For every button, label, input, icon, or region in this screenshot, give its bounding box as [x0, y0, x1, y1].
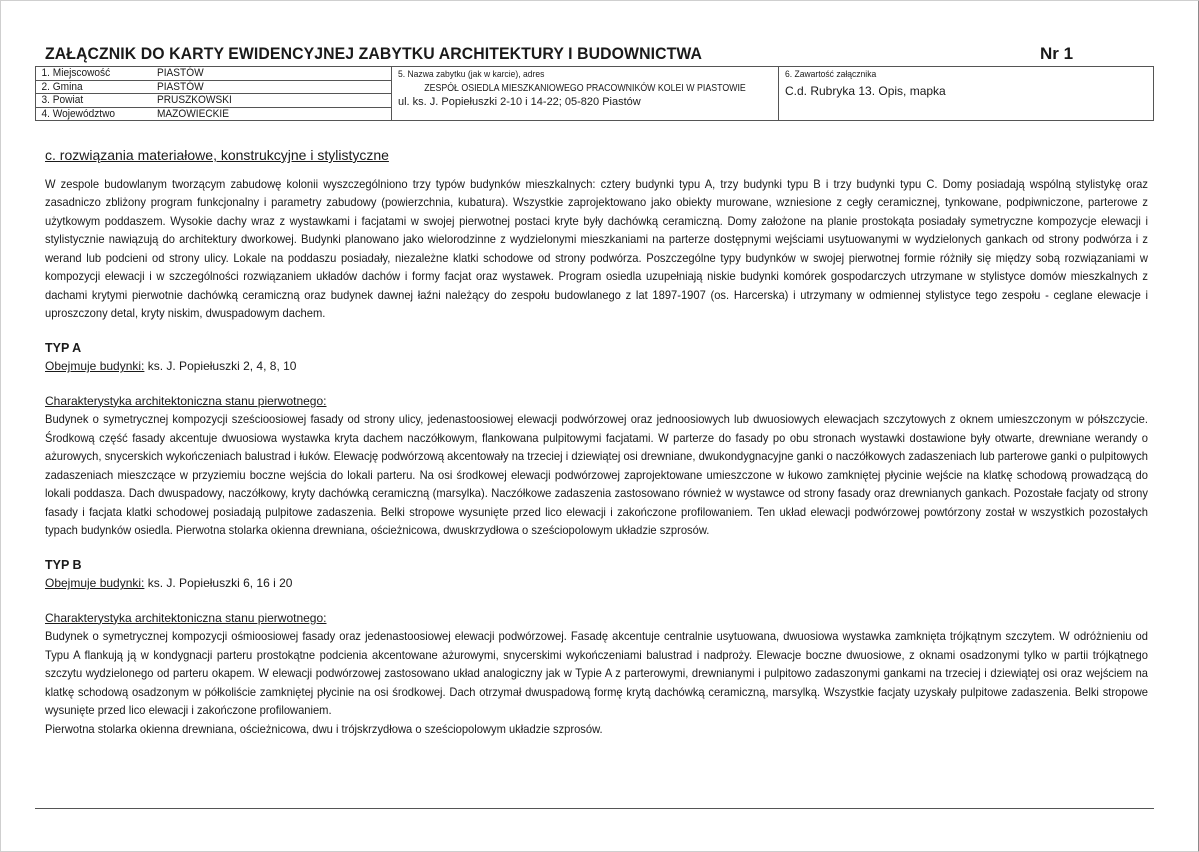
- type-b-char-label: Charakterystyka architektoniczna stanu pierwotnego:: [45, 610, 327, 625]
- intro-paragraph: W zespole budowlanym tworzącym zabudowę kolonii wyszczególniono trzy typów budynków mieszkalnych: cztery budynki typu A, trzy budynki typu B i trzy budynki typu C. Domy posiadają wspólną stylistykę oraz zasadniczo zbliżony program funkcjonalny i parametry zabudowy (powierzchnia, kubatura). Wszystkie zaprojektowano jako obiekty murowane, wzniesione z cegły ceramicznej, tynkowane, podpiwniczone, parterowe z użytkowym poddaszem. Wysokie dachy wraz z wystawkami i facjatami w swojej pierwotnej postaci kryte były dachówką ceramiczną. Domy założone na planie prostokąta posiadały symetryczne kompozycje elewacji i stylistycznie nawiązują do architektury dworkowej. Budynki planowano jako wielorodzinne z wydzielonymi mieszkaniami na parterze dostępnymi wejściami usytuowanymi w wydzielonych gankach od strony podwórza i z werand lub podcieni od strony ulicy. Lokale na poddaszu posiadały, niezależne klatki schodowe od strony podwórza. Poszczególne typy budynków w swojej pierwotnej formie różniły się między sobą rozwiązaniami w kompozycji elewacji i w szczególności rozwiązaniem układów dachów i formy facjat oraz wystawek. Program osiedla uzupełniają niskie budynki komórek gospodarczych utrzymane w stylistyce domów mieszkalnych z dachami krytymi pierwotnie dachówką ceramiczną oraz budynek dawnej łaźni należący do zespołu budowlanego z lat 1897-1907 (os. Harcerska) i utrzymany w odmiennej stylistyce tego zespołu - ceglane elewacje i uproszczony detal, kryty niskim, dwuspadowym dachem.: [45, 176, 1148, 320]
- type-a-char-label: Charakterystyka architektoniczna stanu pierwotnego:: [45, 393, 327, 408]
- buildings-value: ks. J. Popiełuszki 2, 4, 8, 10: [144, 359, 297, 373]
- attachment-cell: [779, 67, 1154, 121]
- location-value: PIASTÓW: [157, 80, 204, 93]
- location-label: 3. Powiat: [41, 94, 84, 106]
- location-label: 4. Województwo: [41, 107, 116, 120]
- monument-label: 5. Nazwa zabytku (jak w karcie), adres: [398, 69, 545, 80]
- document-number: Nr 1: [1040, 44, 1074, 63]
- buildings-value: ks. J. Popiełuszki 6, 16 i 20: [144, 576, 293, 590]
- location-cell: [36, 67, 392, 121]
- location-row: [36, 67, 391, 81]
- section-title: c. rozwiązania materiałowe, konstrukcyjne i stylistyczne: [45, 147, 389, 163]
- content: [45, 146, 1148, 738]
- type-b-heading: TYP B: [45, 557, 82, 572]
- type-a-description: Budynek o symetrycznej kompozycji sześcioosiowej fasady od strony ulicy, jedenastoosiowej elewacji podwórzowej oraz jednoosiowych lub dwuosiowych elewacjach szczytowych z oknem umieszczonym w półszczycie. Środkową część fasady akcentuje dwuosiowa wystawka kryta dachem naczółkowym, flankowana pulpitowymi facjatami. W parterze do fasady po obu stronach wystawki dostawione były otwarte, drewniane werandy o ażurowych, snycerskich wykończeniach balustrad i łuków. Elewację podwórzową akcentowały na trzeciej i dziewiątej osi drewniane, dwukondygnacyjne ganki o naczółkowych zadaszeniach lub parterowe ganki o pulpitowych zadaszeniach mieszczące w przyziemiu boczne wejścia do lokali parteru. Na osi środkowej elewacji podwórzowej zaprojektowane umieszczone w łukowo zamkniętej płycinie wejście na klatkę schodową prowadzącą do lokali poddasza. Dach dwuspadowy, naczółkowy, kryty dachówką ceramiczną (marsylka). Naczółkowe zadaszenia zastosowano również w wystawce od strony fasady oraz drewnianych gankach. Pozostałe facjaty od strony fasady i facjata klatki schodowej posiadają pulpitowe zadaszenia. Belki stropowe wysunięte przed lico elewacji i zakończone profilowaniem. Ten układ elewacji podwórzowej powtórzony został w wszystkich pozostałych typach budynków osiedla. Pierwotna stolarka okienna drewniana, ościeżnicowa, dwuskrzydłowa o sześciopolowym układzie szprosów.: [45, 412, 1148, 537]
- type-a-heading: TYP A: [45, 340, 82, 355]
- document-title: ZAŁĄCZNIK DO KARTY EWIDENCYJNEJ ZABYTKU ARCHITEKTURY I BUDOWNICTWA: [45, 44, 702, 63]
- location-value: PIASTÓW: [157, 67, 204, 79]
- type-b-buildings: [45, 574, 1148, 593]
- location-value: MAZOWIECKIE: [157, 107, 229, 120]
- bottom-rule: [35, 808, 1154, 809]
- location-value: PRUSZKOWSKI: [157, 94, 232, 106]
- location-label: 2. Gmina: [41, 80, 83, 93]
- header-table: [35, 66, 1154, 121]
- location-row: [36, 94, 391, 108]
- type-b-description: Budynek o symetrycznej kompozycji ośmioosiowej fasady oraz jedenastoosiowej elewacji podwórzowej. Fasadę akcentuje centralnie usytuowana, dwuosiowa wystawka zamknięta trójkątnym szczytem. W odróżnieniu od Typu A flankują ją w kondygnacji parteru prostokątne podcienia akcentowane ażurowymi, snycerskimi wykończeniami balustrad i nadproży. Elewacje boczne dwuosiowe, z oknami osadzonymi tylko w partii trójkątnego szczytu wydzielonego od parteru okapem. W elewacji podwórzowej zastosowano układ analogiczny jak w Typie A z parterowymi, drewnianymi i pulpitowo zadaszonymi gankami na trzeciej i dziewiątej osi oraz wejściem na klatkę schodową osadzonym w półkoliście zamkniętej płycinie na osi środkowej. Dach otrzymał dwuspadową formę krytą dachówką ceramiczną, marsylką. Wszystkie facjaty uzyskały pulpitowe zadaszenia. Belki stropowe wysunięte przed lico elewacji i zakończone profilowaniem.: [45, 629, 1148, 717]
- location-label: 1. Miejscowość: [41, 67, 111, 79]
- buildings-label: Obejmuje budynki:: [45, 576, 145, 590]
- monument-cell: [392, 67, 779, 121]
- attachment-label: 6. Zawartość załącznika: [785, 69, 877, 80]
- location-row: [36, 108, 391, 121]
- type-a-buildings: [45, 357, 1148, 376]
- monument-name: ZESPÓŁ OSIEDLA MIESZKANIOWEGO PRACOWNIKÓW KOLEI W PIASTOWIE: [424, 83, 746, 94]
- monument-address: ul. ks. J. Popiełuszki 2-10 i 14-22; 05-820 Piastów: [398, 96, 641, 108]
- location-row: [36, 81, 391, 95]
- buildings-label: Obejmuje budynki:: [45, 359, 145, 373]
- type-b-extra: Pierwotna stolarka okienna drewniana, ościeżnicowa, dwu i trójskrzydłowa o sześciopolowym układzie szprosów.: [45, 721, 603, 736]
- attachment-value: C.d. Rubryka 13. Opis, mapka: [785, 84, 946, 98]
